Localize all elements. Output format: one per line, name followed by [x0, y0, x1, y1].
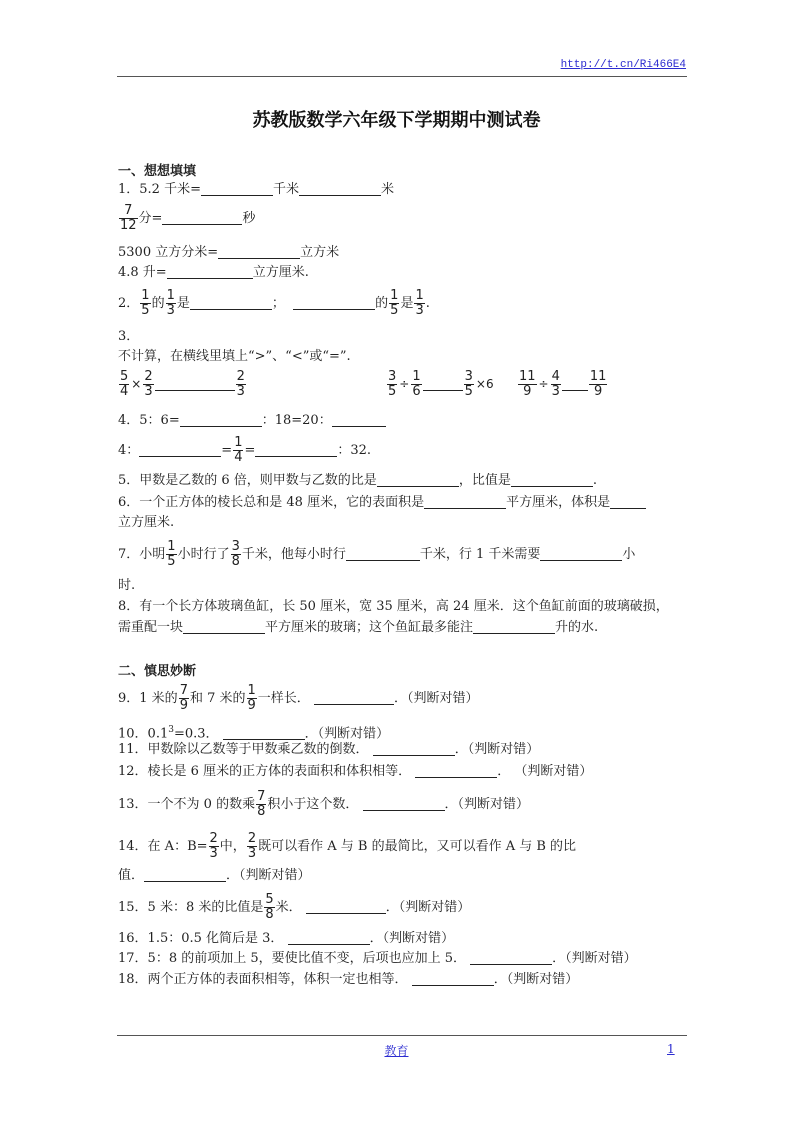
header-link[interactable]: http://t.cn/Ri466E4 — [560, 59, 686, 71]
q11: 11．甲数除以乙数等于甲数乘乙数的倒数． ．（判断对错） — [118, 742, 540, 757]
answer-blank[interactable] — [562, 376, 588, 391]
fraction: $\frac{5}{4}$ — [120, 369, 129, 399]
answer-blank[interactable] — [423, 376, 463, 391]
q14: 14．在 A：B= $\frac{2}{3}$ 中， $\frac{2}{3}$ 既可以看作 A 与 B 的最简比，又可以看作 A 与 B 的比 — [118, 831, 577, 861]
q7-cont: 时. — [118, 578, 136, 593]
q3-instruction: 不计算，在横线里填上“>”、“<”或“=”. — [118, 349, 351, 364]
fraction: $\frac{1}{6}$ — [412, 369, 421, 399]
footer-link[interactable]: 教育 — [384, 1044, 409, 1058]
answer-blank[interactable] — [473, 619, 555, 634]
answer-blank[interactable] — [180, 412, 262, 427]
fraction: $\frac{1}{5}$ — [141, 288, 150, 318]
answer-blank[interactable] — [610, 494, 646, 509]
fraction: $\frac{2}{3}$ — [144, 369, 153, 399]
fraction: $\frac{1}{5}$ — [390, 288, 399, 318]
q10: 10．$0.1^3=0.3$． ．（判断对错） — [118, 725, 390, 742]
q16: 16．1.5：0.5 化简后是 3． ．（判断对错） — [118, 931, 455, 946]
fraction: $\frac{3}{5}$ — [388, 369, 397, 399]
fraction: $\frac{7}{8}$ — [257, 789, 266, 819]
q7: 7．小明 $\frac{1}{5}$ 小时行了 $\frac{3}{8}$ 千米，他每小时行 千米，行 1 千米需要 小 — [118, 539, 636, 569]
q9: 9．1 米的 $\frac{7}{9}$ 和 7 米的 $\frac{1}{9}$ 一样长． ．（判断对错） — [118, 683, 479, 713]
fraction: $\frac{1}{5}$ — [167, 539, 176, 569]
q8-line1: 8．有一个长方体玻璃鱼缸，长 50 厘米，宽 35 厘米，高 24 厘米．这个鱼缸前面的玻璃破损， — [118, 599, 669, 614]
q8-line2: 需重配一块 平方厘米的玻璃；这个鱼缸最多能注 升的水. — [118, 620, 599, 635]
answer-blank[interactable] — [293, 295, 375, 310]
answer-blank[interactable] — [363, 796, 445, 811]
fraction: $\frac{2}{3}$ — [247, 831, 257, 861]
answer-blank[interactable] — [223, 725, 305, 740]
fraction: $\frac{2}{3}$ — [209, 831, 218, 861]
fraction: $\frac{2}{3}$ — [236, 369, 245, 399]
q4b: 4： = $\frac{1}{4}$ = ：32. — [118, 435, 372, 465]
answer-blank[interactable] — [412, 971, 494, 986]
answer-blank[interactable] — [162, 210, 242, 225]
q6: 6．一个正方体的棱长总和是 48 厘米，它的表面积是 平方厘米，体积是 — [118, 493, 646, 513]
page-number: 1 — [667, 1042, 675, 1056]
answer-blank[interactable] — [540, 546, 622, 561]
answer-blank[interactable] — [190, 295, 272, 310]
answer-blank[interactable] — [373, 741, 455, 756]
answer-blank[interactable] — [218, 244, 300, 259]
section1-title: 一、想想填填 — [118, 164, 197, 179]
q2: 2． $\frac{1}{5}$ 的 $\frac{1}{3}$ 是 ； 的 $\frac{1}{5}$ 是 $\frac{1}{3}$ . — [118, 288, 430, 318]
answer-blank[interactable] — [167, 264, 253, 279]
answer-blank[interactable] — [201, 181, 273, 196]
q6-cont: 立方厘米. — [118, 515, 175, 530]
fraction: $\frac{11}{9}$ — [519, 369, 536, 399]
q3a: $\frac{5}{4}$ × $\frac{2}{3}$ $\frac{2}{3}$ — [120, 369, 245, 399]
q5: 5．甲数是乙数的 6 倍，则甲数与乙数的比是 ，比值是 . — [118, 473, 597, 488]
answer-blank[interactable] — [288, 930, 370, 945]
answer-blank[interactable] — [299, 181, 381, 196]
q15: 15．5 米：8 米的比值是 $\frac{5}{8}$ 米． ．（判断对错） — [118, 892, 471, 922]
q3c: $\frac{11}{9}$ ÷ $\frac{4}{3}$ $\frac{11}{9}$ — [519, 369, 607, 399]
page-title: 苏教版数学六年级下学期期中测试卷 — [252, 110, 541, 131]
answer-blank[interactable] — [155, 376, 235, 391]
q1c: 5300 立方分米= 立方米 — [118, 245, 340, 260]
q1a: 1．5.2 千米= 千米 米 — [118, 182, 395, 197]
fraction: $\frac{1}{4}$ — [234, 435, 243, 465]
q18: 18．两个正方体的表面积相等，体积一定也相等． ．（判断对错） — [118, 972, 579, 987]
answer-blank[interactable] — [306, 899, 386, 914]
q13: 13．一个不为 0 的数乘 $\frac{7}{8}$ 积小于这个数． ．（判断对错） — [118, 789, 530, 819]
fraction: $\frac{5}{8}$ — [265, 892, 274, 922]
answer-blank[interactable] — [377, 472, 459, 487]
answer-blank[interactable] — [183, 619, 265, 634]
fraction: $\frac{3}{5}$ — [464, 369, 473, 399]
q12: 12．棱长是 6 厘米的正方体的表面积和体积相等． ． （判断对错） — [118, 764, 593, 779]
answer-blank[interactable] — [346, 546, 420, 561]
fraction: $\frac{1}{3}$ — [166, 288, 175, 318]
fraction: $\frac{1}{3}$ — [415, 288, 424, 318]
q17: 17．5：8 的前项加上 5，要使比值不变，后项也应加上 5． ．（判断对错） — [118, 951, 637, 966]
answer-blank[interactable] — [139, 442, 221, 457]
q1d: 4.8 升= 立方厘米. — [118, 265, 309, 280]
fraction: $\frac{3}{8}$ — [231, 539, 240, 569]
answer-blank[interactable] — [332, 412, 386, 427]
answer-blank[interactable] — [511, 472, 593, 487]
q4a: 4．5：6= ：18=20： — [118, 411, 386, 431]
footer-rule — [117, 1035, 687, 1036]
answer-blank[interactable] — [470, 950, 552, 965]
answer-blank[interactable] — [144, 867, 226, 882]
fraction: $\frac{7}{9}$ — [179, 683, 188, 713]
q3b: $\frac{3}{5}$ ÷ $\frac{1}{6}$ $\frac{3}{5}$ ×6 — [388, 369, 494, 399]
answer-blank[interactable] — [415, 763, 497, 778]
q3-number: 3． — [118, 329, 140, 344]
fraction: $\frac{11}{9}$ — [589, 369, 607, 399]
fraction: $\frac{4}{3}$ — [551, 369, 560, 399]
fraction: $\frac{1}{9}$ — [247, 683, 256, 713]
q14-cont: 值． ．（判断对错） — [118, 868, 311, 883]
answer-blank[interactable] — [255, 442, 337, 457]
fraction: $\frac{7}{12}$ — [120, 203, 137, 233]
q1b: $\frac{7}{12}$ 分= 秒 — [120, 203, 256, 233]
answer-blank[interactable] — [424, 494, 506, 509]
header-rule — [117, 76, 687, 77]
answer-blank[interactable] — [314, 690, 394, 705]
section2-title: 二、慎思妙断 — [118, 664, 197, 679]
